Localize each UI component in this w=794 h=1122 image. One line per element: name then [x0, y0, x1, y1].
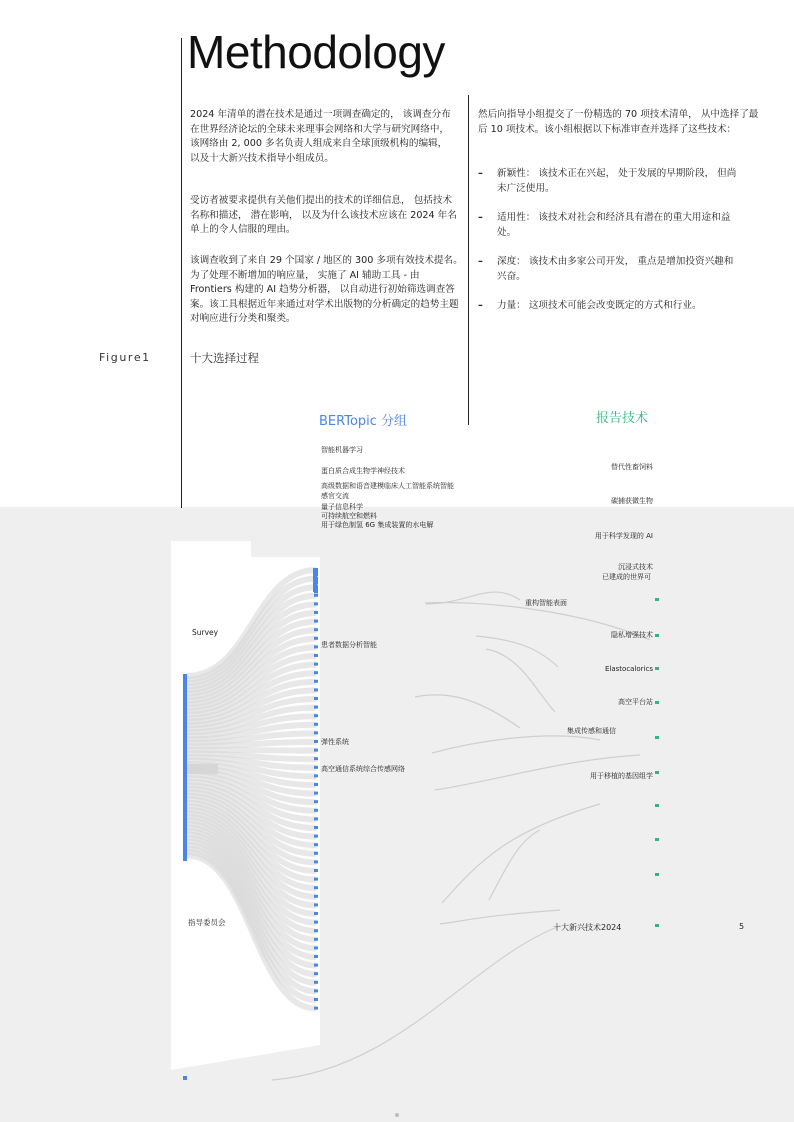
survey-node — [183, 674, 187, 861]
topic-node — [314, 792, 318, 795]
technology-node — [655, 667, 659, 670]
criterion-text: 深度： 该技术由多家公司开发， 重点是增加投资兴趣和兴奋。 — [497, 256, 734, 282]
technology-label: 用于移植的基因组学 — [590, 772, 653, 780]
criterion-power — [478, 299, 738, 314]
topic-node — [314, 852, 318, 855]
topic-node — [314, 938, 318, 941]
topic-node — [314, 921, 318, 924]
topic-node — [314, 706, 318, 709]
tech-link — [476, 636, 558, 667]
topic-node — [314, 869, 318, 872]
topic-node — [314, 766, 318, 769]
topic-node — [314, 817, 318, 820]
topic-node — [314, 1007, 318, 1010]
tech-link — [442, 804, 600, 903]
topic-node — [314, 843, 318, 846]
bullet-dash: – — [478, 300, 483, 311]
topic-node — [314, 594, 318, 597]
technology-label: 已建成的世界可 — [602, 573, 651, 581]
bullet-dash: – — [478, 256, 483, 267]
topic-label: 可持续航空和燃料 — [321, 512, 377, 520]
report-header: 报告技术 — [595, 411, 648, 426]
topic-node — [314, 774, 318, 777]
topic-label: 量子信息科学 — [321, 503, 363, 511]
source-survey-label: Survey — [192, 628, 219, 637]
technology-node — [655, 701, 659, 704]
topic-label: 高空通信系统综合传感网络 — [321, 765, 405, 773]
criterion-depth — [478, 255, 738, 284]
topic-label: 蛋白质合成生物学神经技术 — [321, 467, 405, 475]
page-number: 5 — [739, 922, 745, 931]
topic-node — [314, 964, 318, 967]
criterion-text: 适用性： 该技术对社会和经济具有潜在的重大用途和益处。 — [497, 212, 731, 238]
criterion-applicability — [478, 211, 738, 240]
tech-link — [486, 649, 555, 712]
technology-label: 沉浸式技术 — [618, 563, 653, 571]
topic-node — [314, 783, 318, 786]
topic-label: 患者数据分析智能 — [321, 641, 377, 649]
technology-node — [655, 634, 659, 637]
topic-node — [314, 809, 318, 812]
left-rule — [181, 38, 182, 508]
topic-node — [314, 826, 318, 829]
figure-caption: 十大选择过程 — [190, 351, 259, 365]
topic-node — [314, 981, 318, 984]
scroll-indicator — [395, 1113, 399, 1117]
topic-node — [314, 860, 318, 863]
topic-label: 用于绿色制氢 6G 集成装置的水电解 — [321, 521, 434, 529]
topic-node — [314, 955, 318, 958]
source-committee-label: 指导委员会 — [188, 918, 226, 927]
topic-node — [314, 989, 318, 992]
topic-node — [314, 723, 318, 726]
tech-link — [415, 695, 520, 728]
topic-node — [314, 671, 318, 674]
topic-node — [314, 731, 318, 734]
technology-node — [655, 804, 659, 807]
page-title: Methodology — [187, 26, 445, 78]
topic-label: 弹性系统 — [321, 738, 349, 746]
technology-label: 集成传感和通信 — [567, 727, 616, 735]
criteria-intro: 然后向指导小组提交了一份精选的 70 项技术清单， 从中选择了最后 10 项技术。该小组根据以下标准审查并选择了这些技术： — [478, 109, 759, 135]
technology-node — [655, 598, 659, 601]
tech-link — [440, 910, 560, 924]
footer-report-title: 十大新兴技术2024 — [553, 923, 622, 932]
bullet-dash: – — [478, 212, 483, 223]
topic-node — [314, 946, 318, 949]
intro-paragraph-1: 2024 年清单的潜在技术是通过一项调查确定的， 该调查分布在世界经济论坛的全球未来理事会网络和大学与研究网络中， 该网络由 2, 000 多名负责人组成来自全球顶级机构的编辑， 以及十大新兴技术指导小组成员。 — [190, 109, 451, 164]
criterion-text: 力量： 这项技术可能会改变既定的方式和行业。 — [497, 300, 702, 311]
technology-node — [655, 924, 659, 927]
topic-node — [314, 654, 318, 657]
topic-node — [314, 912, 318, 915]
topic-node — [314, 757, 318, 760]
topic-node — [314, 903, 318, 906]
flow-band — [187, 750, 316, 751]
tech-link — [432, 736, 600, 753]
topic-node-large — [313, 568, 317, 592]
technology-node — [655, 873, 659, 876]
topic-node — [314, 697, 318, 700]
topic-node — [314, 663, 318, 666]
bullet-dash: – — [478, 168, 483, 179]
topic-label: 高级数据和语音建模临床人工智能系统智能 — [321, 482, 454, 490]
technology-label: 隐私增强技术 — [611, 631, 653, 639]
topic-node — [314, 998, 318, 1001]
topic-node — [314, 972, 318, 975]
topic-node — [314, 895, 318, 898]
technology-label: 重构智能表面 — [525, 599, 567, 607]
technology-label: 用于科学发现的 AI — [594, 532, 653, 540]
technology-node — [655, 736, 659, 739]
bertopic-header: BERTopic 分组 — [319, 414, 408, 429]
topic-label: 智能机器学习 — [321, 446, 363, 454]
topic-node — [314, 749, 318, 752]
topic-node — [314, 688, 318, 691]
topic-node — [314, 835, 318, 838]
topic-node — [314, 637, 318, 640]
topic-node — [314, 620, 318, 623]
topic-node — [314, 602, 318, 605]
technology-label: Elastocalorics — [604, 665, 653, 673]
intro-paragraph-2: 受访者被要求提供有关他们提出的技术的详细信息， 包括技术名称和描述， 潜在影响， 以及为什么该技术应该在 2024 年名单上的令人信服的理由。 — [190, 195, 457, 236]
figure-label: Figure1 — [99, 351, 151, 364]
committee-node — [183, 1076, 187, 1080]
topic-node — [314, 740, 318, 743]
technology-label: 替代性畜饲料 — [611, 463, 653, 471]
tech-link — [489, 830, 540, 900]
criterion-novelty — [478, 167, 738, 196]
topic-label: 感官交流 — [321, 492, 349, 500]
topic-node — [314, 645, 318, 648]
topic-node — [314, 628, 318, 631]
topic-node — [314, 878, 318, 881]
technology-label: 碳捕获微生物 — [611, 497, 653, 505]
technology-label: 高空平台站 — [618, 698, 653, 706]
technology-node — [655, 838, 659, 841]
topic-node — [314, 611, 318, 614]
topic-node — [314, 680, 318, 683]
technology-node — [655, 771, 659, 774]
topic-node — [314, 714, 318, 717]
column-divider — [468, 95, 469, 425]
topic-node — [314, 800, 318, 803]
criterion-text: 新颖性： 该技术正在兴起， 处于发展的早期阶段， 但尚未广泛使用。 — [497, 168, 737, 194]
intro-paragraph-3: 该调查收到了来自 29 个国家 / 地区的 300 多项有效技术提名。为了处理不断增加的响应量， 实施了 AI 辅助工具 - 由 Frontiers 构建的 AI 趋势分析器， 以自动进行初始筛选调查答案。该工具根据近年来通过对学术出版物的分析确定的趋势主题对响应进行分类和聚类。 — [190, 255, 463, 325]
topic-node — [314, 929, 318, 932]
topic-node — [314, 886, 318, 889]
